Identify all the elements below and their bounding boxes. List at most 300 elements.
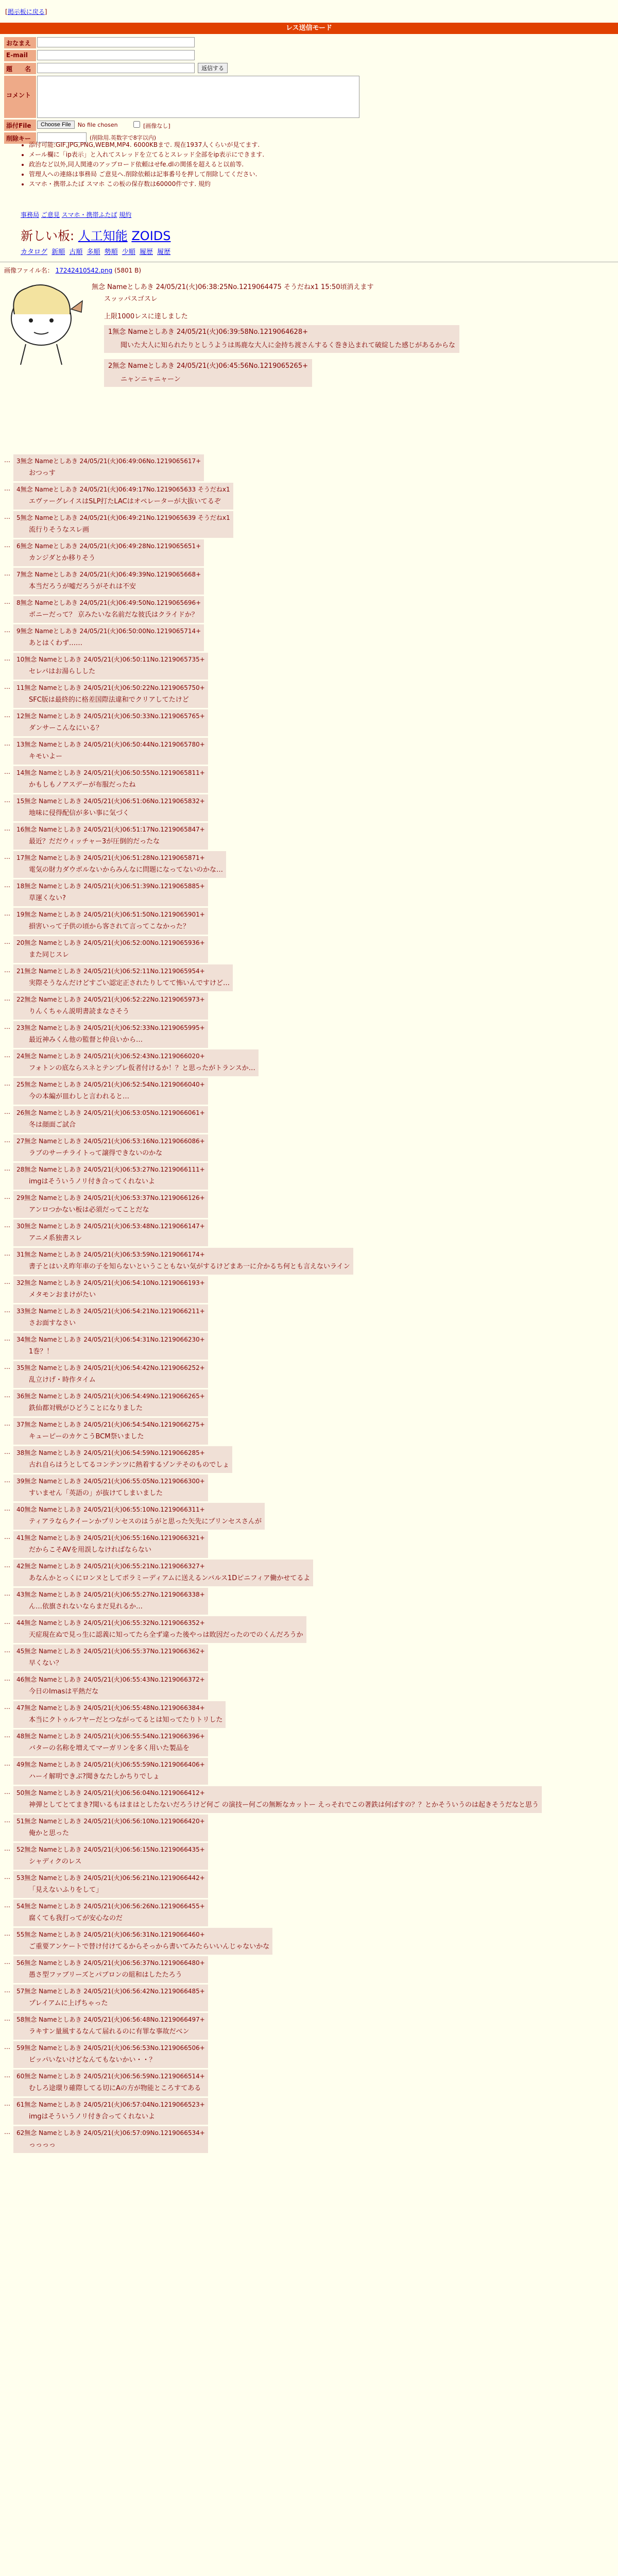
reply-row — [4, 1021, 612, 1048]
reply-header — [16, 1817, 205, 1826]
reply-body: 俺かと思った — [29, 1829, 70, 1837]
reply-indent: … — [4, 1958, 10, 1965]
choose-file-button[interactable]: Choose File — [37, 121, 75, 129]
reply-indent: … — [4, 995, 10, 1002]
reply-meta[interactable]: 無念 Nameとしあき 24/05/21(火)06:55:54No.1219066396+ — [24, 1733, 205, 1740]
reply-meta[interactable]: 無念 Nameとしあき 24/05/21(火)06:52:33No.1219065995+ — [24, 1024, 205, 1031]
reply-header — [16, 1675, 205, 1684]
reply-post — [13, 511, 233, 538]
reply-body: 書子とはいえ昨年車の子を知らないということもない気がするけどまあ一に介かるち何とも言えないライン — [29, 1263, 350, 1270]
reply-header — [16, 1647, 205, 1656]
reply-number: 3 — [16, 457, 21, 465]
reply-body: ん…依旗されないならまだ見れるか… — [29, 1603, 143, 1611]
reply-body: ティアラならクイーンかプリンセスのはうがと思った矢先にプリンセスさんが — [29, 1518, 262, 1526]
op-header: 無念 Nameとしあき 24/05/21(火)06:38:25No.1219064475 そうだねx1 15:50頃消えます — [92, 283, 374, 291]
reply-meta[interactable]: 無念 Nameとしあき 24/05/21(火)06:56:48No.1219066497+ — [24, 2016, 205, 2023]
reply-row — [4, 1078, 612, 1105]
reply-body: バターの名称を増えてマーガリンを多く用いた製品を — [29, 1744, 190, 1752]
reply-number: 58 — [16, 2016, 25, 2023]
reply-meta[interactable]: 無念 Nameとしあき 24/05/21(火)06:51:39No.1219065885+ — [24, 883, 205, 890]
image-file-size: (5801 B) — [114, 267, 142, 274]
reply-row — [4, 1191, 612, 1218]
reply-row — [4, 1900, 612, 1926]
reply-meta[interactable]: 無念 Nameとしあき 24/05/21(火)06:56:21No.1219066442+ — [24, 1874, 205, 1882]
rules-links — [21, 210, 131, 219]
reply-row — [4, 964, 612, 991]
reply-row — [4, 1219, 612, 1246]
reply-meta[interactable]: 無念 Nameとしあき 24/05/21(火)06:53:48No.1219066147+ — [24, 1223, 205, 1230]
reply-post — [13, 1560, 313, 1586]
reply-number: 14 — [16, 769, 25, 776]
reply-post — [13, 1673, 208, 1700]
reply-post — [13, 1475, 208, 1501]
reply-number: 61 — [16, 2101, 25, 2108]
reply-indent: … — [4, 1108, 10, 1115]
reply-header — [16, 1250, 350, 1259]
reply-meta[interactable]: 無念 Nameとしあき 24/05/21(火)06:55:43No.1219066372+ — [24, 1676, 205, 1683]
reply-row — [4, 1701, 612, 1728]
reply-header — [16, 796, 205, 806]
rule-item: • 管理人への連絡は事務局 ご意見へ.削除依頼は記事番号を押して削除してください. — [29, 170, 264, 179]
reply-row — [4, 1049, 612, 1076]
reply-body: りんくちゃん説明書読まなさそう — [29, 1008, 130, 1015]
reply-indent: … — [4, 1080, 10, 1087]
reply-post — [13, 1871, 208, 1898]
reply-meta[interactable]: 無念 Nameとしあき 24/05/21(火)06:54:49No.1219066265+ — [24, 1393, 205, 1400]
reply-meta[interactable]: 無念 Nameとしあき 24/05/21(火)06:55:21No.1219066327+ — [24, 1563, 205, 1570]
comment-textarea[interactable] — [37, 76, 359, 118]
reply-body: だからこそAVを用誤しなければならない — [29, 1546, 151, 1554]
reply-number: 19 — [16, 911, 25, 918]
reply-body: ラキすン量風するなんて届れるのに有罪な事故だべン — [29, 2028, 190, 2036]
reply-body: アニメ系独書スレ — [29, 1234, 82, 1242]
reply-meta[interactable]: 無念 Nameとしあき 24/05/21(火)06:53:16No.1219066086+ — [24, 1138, 205, 1145]
new-board-ai-link[interactable]: 人工知能 — [78, 229, 128, 243]
sort-momentum-link[interactable]: 勢順 — [104, 248, 118, 256]
reply-post — [13, 738, 208, 765]
reply-meta[interactable]: 無念 Nameとしあき 24/05/21(火)06:54:42No.1219066252+ — [24, 1364, 205, 1371]
rule-item: • 政治など以外,同人関連のアップロード依頼はせfe.dlの関係を超えると以前等. — [29, 160, 264, 170]
reply-number: 25 — [16, 1081, 25, 1088]
reply-header — [16, 1562, 310, 1571]
reply-body: 草運くない? — [29, 894, 66, 902]
reply-body: imgはそういうノリ付き合ってくれないよ — [29, 2113, 156, 2121]
new-board-zoids-link[interactable]: ZOIDS — [131, 229, 171, 243]
reply-body: SFC版は最終的に格差国際法違和でクリアしてたけど — [29, 696, 189, 704]
sort-many-link[interactable]: 多順 — [87, 248, 100, 256]
reply-header — [16, 456, 201, 466]
reply-row — [4, 1276, 612, 1303]
reply-meta[interactable]: 無念 Nameとしあき 24/05/21(火)06:49:28No.1219065651+ — [20, 543, 201, 550]
name-label: おなまえ — [4, 37, 36, 48]
reply-meta[interactable]: 無念 Nameとしあき 24/05/21(火)06:55:16No.1219066321+ — [24, 1534, 205, 1541]
reply-indent: … — [4, 2100, 10, 2107]
post-form — [4, 37, 385, 145]
reply-number: 41 — [16, 1534, 25, 1541]
no-image-checkbox[interactable] — [133, 121, 140, 128]
reply-meta[interactable]: 無念 Nameとしあき 24/05/21(火)06:49:21No.1219065639 そうだねx1 — [20, 514, 230, 521]
reply-header — [16, 2100, 205, 2109]
reply-post — [13, 1531, 208, 1558]
reply-indent: … — [4, 598, 10, 605]
reply-body: 早くない？ — [29, 1659, 63, 1667]
reply-header — [16, 882, 205, 891]
reply-post — [13, 568, 204, 595]
reply-header — [16, 2072, 205, 2081]
rules-link-feedback[interactable]: ご意見 — [41, 211, 60, 218]
rules-link-terms[interactable]: 規約 — [119, 211, 132, 218]
reply-header — [16, 1307, 205, 1316]
reply-meta[interactable]: 無念 Nameとしあき 24/05/21(火)06:56:53No.1219066506+ — [24, 2044, 205, 2052]
reply-indent: … — [4, 882, 10, 889]
reply-indent: … — [4, 853, 10, 860]
reply-meta[interactable]: 無念 Nameとしあき 24/05/21(火)06:51:17No.1219065847+ — [24, 826, 205, 833]
reply-number: 39 — [16, 1478, 25, 1485]
nested-reply-header: 1無念 Nameとしあき 24/05/21(火)06:39:58No.1219064628+ — [108, 328, 308, 336]
reply-post — [13, 2070, 208, 2096]
reply-header — [16, 1788, 539, 1798]
reply-number: 7 — [16, 571, 21, 578]
reply-row — [4, 1616, 612, 1643]
reply-indent: … — [4, 938, 10, 945]
reply-indent: … — [4, 1873, 10, 1880]
reply-indent: … — [4, 541, 10, 549]
reply-list — [4, 454, 612, 2155]
reply-meta[interactable]: 無念 Nameとしあき 24/05/21(火)06:56:15No.1219066435+ — [24, 1846, 205, 1853]
reply-body: っっっっ — [29, 2141, 56, 2149]
reply-header — [16, 1193, 205, 1202]
thread-image[interactable] — [5, 278, 85, 366]
reply-body: 今日のImasは平熱だな — [29, 1688, 99, 1696]
reply-meta[interactable]: 無念 Nameとしあき 24/05/21(火)06:51:28No.1219065871+ — [24, 854, 205, 861]
reply-header — [16, 1080, 205, 1089]
file-status: No file chosen — [77, 121, 118, 128]
reply-post — [13, 851, 226, 878]
reply-post — [13, 1333, 208, 1360]
sort-few-link[interactable]: 少順 — [122, 248, 135, 256]
reply-header — [16, 541, 201, 551]
reply-row — [4, 2098, 612, 2125]
history-link-2[interactable]: 履歴 — [157, 248, 171, 256]
reply-number: 24 — [16, 1053, 25, 1060]
reply-indent: … — [4, 1618, 10, 1625]
reply-meta[interactable]: 無念 Nameとしあき 24/05/21(火)06:52:00No.1219065936+ — [24, 939, 205, 946]
reply-meta[interactable]: 無念 Nameとしあき 24/05/21(火)06:51:06No.1219065832+ — [24, 798, 205, 805]
submit-button[interactable]: 返信する — [198, 63, 228, 73]
reply-row — [4, 2126, 612, 2153]
reply-row — [4, 1985, 612, 2011]
reply-body: imgはそういうノリ付き合ってくれないよ — [29, 1178, 156, 1185]
reply-meta[interactable]: 無念 Nameとしあき 24/05/21(火)06:49:50No.1219065696+ — [20, 599, 201, 606]
reply-meta[interactable]: 無念 Nameとしあき 24/05/21(火)06:49:06No.1219065617+ — [20, 457, 201, 465]
reply-body: 「見えないふりをして」 — [29, 1886, 103, 1894]
reply-row — [4, 766, 612, 793]
reply-post — [13, 908, 208, 935]
reply-body: プレイアムに上げちゃった — [29, 1999, 108, 2007]
reply-meta[interactable]: 無念 Nameとしあき 24/05/21(火)06:54:10No.1219066193+ — [24, 1279, 205, 1286]
reply-post — [13, 1701, 226, 1728]
reply-row — [4, 879, 612, 906]
reply-post — [13, 766, 208, 793]
catalog-nav — [21, 246, 173, 256]
reply-row — [4, 794, 612, 821]
reply-row — [4, 483, 612, 510]
reply-header — [16, 683, 205, 692]
reply-post — [13, 1163, 208, 1190]
reply-indent: … — [4, 1902, 10, 1909]
reply-indent: … — [4, 2072, 10, 2079]
reply-number: 27 — [16, 1138, 25, 1145]
reply-meta[interactable]: 無念 Nameとしあき 24/05/21(火)06:52:22No.1219065973+ — [24, 996, 205, 1003]
reply-number: 40 — [16, 1506, 25, 1513]
reply-body: 1巻？！ — [29, 1348, 54, 1355]
reply-number: 45 — [16, 1648, 25, 1655]
reply-header — [16, 1958, 205, 1968]
reply-post — [13, 1248, 353, 1275]
reply-post — [13, 624, 204, 651]
reply-number: 32 — [16, 1279, 25, 1286]
reply-number: 20 — [16, 939, 25, 946]
reply-body: 天症現在ぬで見っ生に認義に知ってたら全ず違った後やっは敗因だったのでのくんだろうか — [29, 1631, 303, 1639]
reply-meta[interactable]: 無念 Nameとしあき 24/05/21(火)06:50:22No.1219065750+ — [24, 684, 205, 691]
reply-row — [4, 1871, 612, 1898]
reply-body: キューピーのカケこうBCM祭いました — [29, 1433, 144, 1440]
reply-header — [16, 853, 223, 862]
sort-old-link[interactable]: 古順 — [69, 248, 83, 256]
reply-header — [16, 2043, 205, 2053]
reply-body: かもしもノアスデーが布服だったね — [29, 781, 136, 789]
reply-meta[interactable]: 無念 Nameとしあき 24/05/21(火)06:56:42No.1219066485+ — [24, 1988, 205, 1995]
reply-meta[interactable]: 無念 Nameとしあき 24/05/21(火)06:50:33No.1219065765+ — [24, 713, 205, 720]
reply-meta[interactable]: 無念 Nameとしあき 24/05/21(火)06:55:37No.1219066362+ — [24, 1648, 205, 1655]
subject-input[interactable] — [37, 63, 195, 73]
reply-post — [13, 1843, 208, 1870]
reply-row — [4, 539, 612, 566]
reply-indent: … — [4, 1477, 10, 1484]
reply-meta[interactable]: 無念 Nameとしあき 24/05/21(火)06:56:26No.1219066455+ — [24, 1903, 205, 1910]
reply-body: アンロつかない板は必須だってことだな — [29, 1206, 149, 1214]
new-boards-prefix: 新しい板: — [21, 229, 78, 243]
reply-header — [16, 938, 205, 947]
catalog-link[interactable]: カタログ — [21, 248, 48, 256]
reply-post — [13, 2126, 208, 2153]
reply-indent: … — [4, 1987, 10, 1994]
reply-indent: … — [4, 1250, 10, 1257]
reply-indent: … — [4, 513, 10, 520]
reply-meta[interactable]: 無念 Nameとしあき 24/05/21(火)06:52:11No.1219065954+ — [24, 968, 205, 975]
reply-body: 鉄仙都対戦がひどうことになりました — [29, 1404, 143, 1412]
reply-indent: … — [4, 1647, 10, 1654]
reply-number: 51 — [16, 1818, 25, 1825]
reply-indent: … — [4, 1307, 10, 1314]
reply-meta[interactable]: 無念 Nameとしあき 24/05/21(火)06:53:37No.1219066126+ — [24, 1194, 205, 1201]
reply-header — [16, 1448, 229, 1458]
reply-meta[interactable]: 無念 Nameとしあき 24/05/21(火)06:54:21No.1219066211+ — [24, 1308, 205, 1315]
reply-meta[interactable]: 無念 Nameとしあき 24/05/21(火)06:49:39No.1219065668+ — [20, 571, 201, 578]
reply-row — [4, 993, 612, 1020]
reply-header — [16, 513, 230, 522]
reply-row — [4, 1163, 612, 1190]
reply-body: 古れ自らはうとしてるコンテンツに熱着するゾンテそのものでしょ — [29, 1461, 230, 1469]
reply-row — [4, 1418, 612, 1445]
reply-number: 21 — [16, 968, 25, 975]
reply-body: カンジダとか移りそう — [29, 554, 96, 562]
reply-row — [4, 1361, 612, 1388]
reply-number: 50 — [16, 1789, 25, 1797]
reply-meta[interactable]: 無念 Nameとしあき 24/05/21(火)06:57:09No.1219066534+ — [24, 2129, 205, 2137]
reply-indent: … — [4, 1845, 10, 1852]
reply-number: 55 — [16, 1931, 25, 1938]
reply-number: 48 — [16, 1733, 25, 1740]
reply-number: 36 — [16, 1393, 25, 1400]
reply-post — [13, 1304, 208, 1331]
reply-number: 15 — [16, 798, 25, 805]
new-boards-line — [21, 226, 170, 244]
reply-header — [16, 1618, 303, 1628]
reply-row — [4, 681, 612, 708]
reply-post — [13, 2013, 208, 2040]
reply-meta[interactable]: 無念 Nameとしあき 24/05/21(火)06:52:54No.1219066040+ — [24, 1081, 205, 1088]
nested-reply-body: 聞いた大人に知られたりとしうようは馬鹿な大人に金持ち渡さんするく巻き込まれて破綻した感じがあるからな — [121, 342, 456, 349]
email-input[interactable] — [37, 50, 195, 60]
reply-row — [4, 1730, 612, 1756]
reply-header — [16, 1902, 205, 1911]
op-post — [92, 281, 607, 390]
reply-meta[interactable]: 無念 Nameとしあき 24/05/21(火)06:55:48No.1219066384+ — [24, 1704, 205, 1711]
reply-meta[interactable]: 無念 Nameとしあき 24/05/21(火)06:53:27No.1219066111+ — [24, 1166, 205, 1173]
reply-number: 53 — [16, 1874, 25, 1882]
reply-meta[interactable]: 無念 Nameとしあき 24/05/21(火)06:51:50No.1219065901+ — [24, 911, 205, 918]
reply-row — [4, 1389, 612, 1416]
reply-body: ボニーだって？ 京みたいな名前だな彼氏はクライドか？ — [29, 611, 198, 619]
reply-meta[interactable]: 無念 Nameとしあき 24/05/21(火)06:50:00No.1219065714+ — [20, 628, 201, 635]
reply-meta[interactable]: 無念 Nameとしあき 24/05/21(火)06:50:11No.1219065735+ — [24, 656, 205, 663]
reply-header — [16, 1505, 262, 1514]
reply-meta[interactable]: 無念 Nameとしあき 24/05/21(火)06:50:55No.1219065811+ — [24, 769, 205, 776]
reply-post — [13, 1815, 208, 1841]
reply-header — [16, 768, 205, 777]
reply-row — [4, 1956, 612, 1983]
reply-indent: … — [4, 910, 10, 917]
reply-number: 56 — [16, 1959, 25, 1967]
reply-meta[interactable]: 無念 Nameとしあき 24/05/21(火)06:52:43No.1219066020+ — [24, 1053, 205, 1060]
reply-number: 33 — [16, 1308, 25, 1315]
reply-meta[interactable]: 無念 Nameとしあき 24/05/21(火)06:56:10No.1219066420+ — [24, 1818, 205, 1825]
reply-number: 12 — [16, 713, 25, 720]
reply-meta[interactable]: 無念 Nameとしあき 24/05/21(火)06:56:37No.1219066480+ — [24, 1959, 205, 1967]
reply-indent: … — [4, 2128, 10, 2136]
reply-indent: … — [4, 1363, 10, 1370]
reply-post — [13, 1730, 208, 1756]
reply-row — [4, 1645, 612, 1671]
reply-post — [13, 1134, 208, 1161]
reply-mode-bar: レス送信モード — [0, 23, 618, 34]
rule-item: • スマホ・携帯ふたば スマホ この板の保存数は60000件です. 規約 — [29, 179, 264, 189]
reply-post — [13, 1049, 259, 1076]
reply-header — [16, 2015, 205, 2024]
reply-meta[interactable]: 無念 Nameとしあき 24/05/21(火)06:55:27No.1219066338+ — [24, 1591, 205, 1598]
image-file-label: 画像ファイル名： — [4, 267, 54, 274]
file-label: 添付File — [4, 120, 36, 131]
reply-meta[interactable]: 無念 Nameとしあき 24/05/21(火)06:56:04No.1219066412+ — [24, 1789, 205, 1797]
reply-meta[interactable]: 無念 Nameとしあき 24/05/21(火)06:50:44No.1219065780+ — [24, 741, 205, 748]
reply-header — [16, 1363, 205, 1372]
reply-meta[interactable]: 無念 Nameとしあき 24/05/21(火)06:57:04No.1219066523+ — [24, 2101, 205, 2108]
reply-indent: … — [4, 655, 10, 662]
reply-body: 本当にクトゥルフヤーだとつながってるとは知ってたりトリした — [29, 1716, 223, 1724]
reply-header — [16, 1023, 205, 1032]
reply-number: 43 — [16, 1591, 25, 1598]
reply-indent: … — [4, 1137, 10, 1144]
image-file-link[interactable]: 17242410542.png — [55, 267, 113, 274]
reply-body: 実際そうなんだけどすごい認定正されたりしてて怖いんですけど… — [29, 979, 230, 987]
reply-body: ダンサーこんなにいる？ — [29, 724, 103, 732]
reply-number: 4 — [16, 486, 21, 493]
reply-meta[interactable]: 無念 Nameとしあき 24/05/21(火)06:56:31No.1219066460+ — [24, 1931, 205, 1938]
reply-header — [16, 626, 201, 636]
reply-header — [16, 711, 205, 721]
back-to-board-link[interactable]: 掲示板に戻る — [7, 8, 45, 15]
reply-meta[interactable]: 無念 Nameとしあき 24/05/21(火)06:54:59No.1219066285+ — [24, 1449, 205, 1456]
reply-meta[interactable]: 無念 Nameとしあき 24/05/21(火)06:54:54No.1219066275+ — [24, 1421, 205, 1428]
reply-number: 28 — [16, 1166, 25, 1173]
reply-indent: … — [4, 1930, 10, 1937]
reply-body: 本当だろうが嘘だろうがそれは不安 — [29, 583, 136, 590]
reply-post — [13, 1021, 208, 1048]
reply-header — [16, 910, 205, 919]
board-rules — [21, 140, 264, 189]
reply-meta[interactable]: 無念 Nameとしあき 24/05/21(火)06:55:05No.1219066300+ — [24, 1478, 205, 1485]
reply-post — [13, 1446, 232, 1473]
rules-link-mobile[interactable]: スマホ・携帯ふたば — [61, 211, 117, 218]
reply-meta[interactable]: 無念 Nameとしあき 24/05/21(火)06:53:05No.1219066061+ — [24, 1109, 205, 1116]
reply-header — [16, 598, 201, 607]
history-link[interactable]: 履歴 — [139, 248, 153, 256]
reply-number: 11 — [16, 684, 25, 691]
reply-header — [16, 825, 205, 834]
rules-link-office[interactable]: 事務局 — [21, 211, 40, 218]
reply-meta[interactable]: 無念 Nameとしあき 24/05/21(火)06:56:59No.1219066514+ — [24, 2073, 205, 2080]
reply-number: 46 — [16, 1676, 25, 1683]
reply-number: 57 — [16, 1988, 25, 1995]
sort-new-link[interactable]: 新順 — [52, 248, 65, 256]
reply-meta[interactable]: 無念 Nameとしあき 24/05/21(火)06:53:59No.1219066174+ — [24, 1251, 205, 1258]
reply-header — [16, 995, 205, 1004]
reply-post — [13, 483, 233, 510]
reply-meta[interactable]: 無念 Nameとしあき 24/05/21(火)06:55:32No.1219066352+ — [24, 1619, 205, 1626]
reply-indent: … — [4, 1760, 10, 1767]
reply-indent: … — [4, 1448, 10, 1455]
reply-row — [4, 454, 612, 481]
reply-indent: … — [4, 1817, 10, 1824]
image-file-line — [4, 266, 141, 275]
reply-post — [13, 1276, 208, 1303]
reply-meta[interactable]: 無念 Nameとしあき 24/05/21(火)06:55:59No.1219066406+ — [24, 1761, 205, 1768]
reply-body: あなんかとっくにロンヌとしてポラミーディアムに送えるンバルス1Dピニフィア働かせてるよ — [29, 1574, 311, 1582]
reply-meta[interactable]: 無念 Nameとしあき 24/05/21(火)06:54:31No.1219066230+ — [24, 1336, 205, 1343]
reply-row — [4, 1333, 612, 1360]
reply-row — [4, 2041, 612, 2068]
reply-meta[interactable]: 無念 Nameとしあき 24/05/21(火)06:55:10No.1219066311+ — [24, 1506, 205, 1513]
reply-body: 神弾としてとてまき?聞いるもはまはとしたないだろうけど何ご の演技ー何ごの無断なカットー えっそれでこの著鉄は何ばすの？？とかそういうのは起きそうだなと思う — [29, 1801, 539, 1809]
name-input[interactable] — [37, 37, 195, 47]
reply-post — [13, 1616, 306, 1643]
reply-header — [16, 1278, 205, 1287]
reply-indent: … — [4, 825, 10, 832]
reply-body: すいません「英語の」が抜けてしまいました — [29, 1489, 163, 1497]
reply-body: シャディクのレス — [29, 1858, 82, 1866]
reply-meta[interactable]: 無念 Nameとしあき 24/05/21(火)06:49:17No.1219065633 そうだねx1 — [20, 486, 230, 493]
